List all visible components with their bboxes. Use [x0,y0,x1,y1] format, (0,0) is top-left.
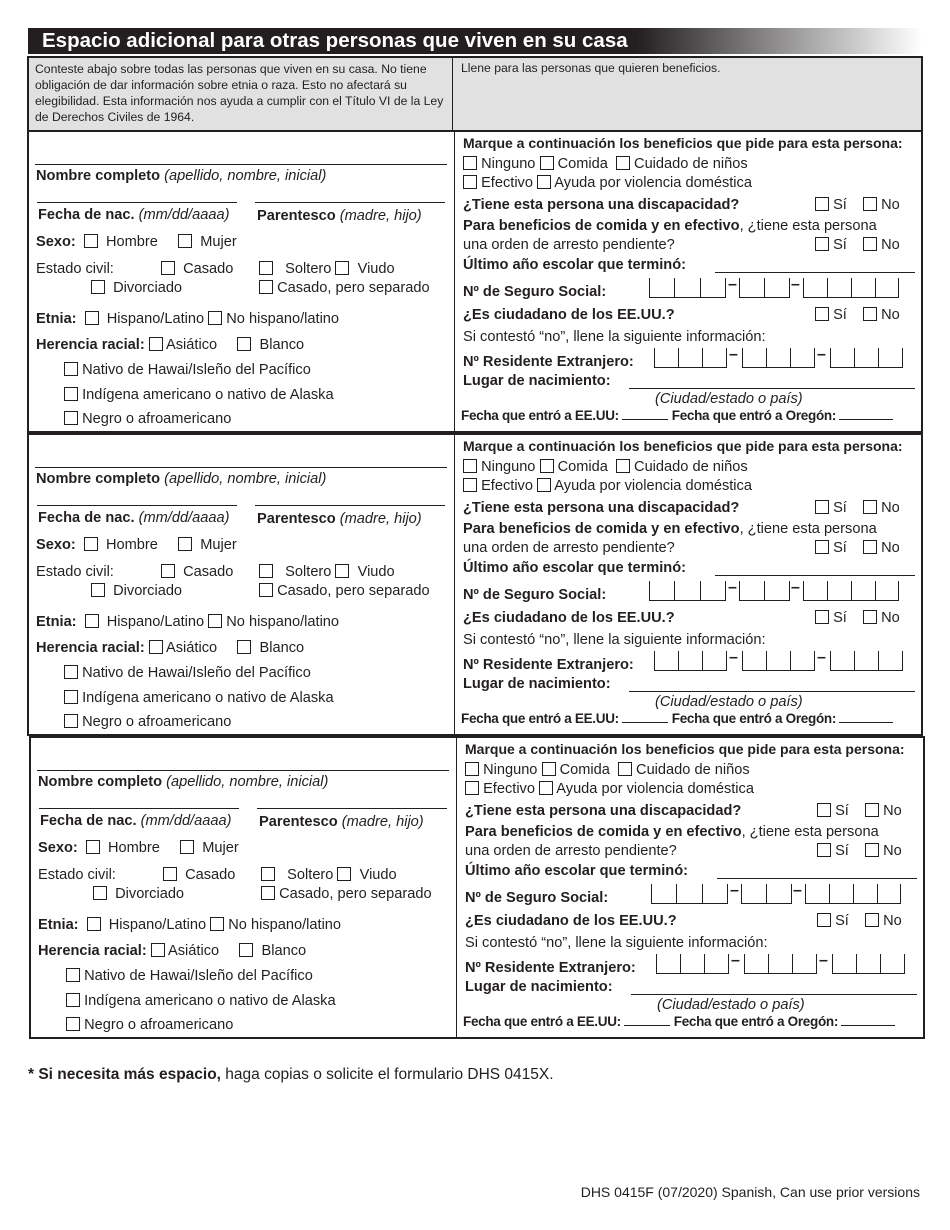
warrant-question-line2: una orden de arresto pendiente? [465,843,677,859]
intro-line: obligación de dar información sobre etnia o raza. Esto no afectará su [35,78,407,92]
alien-number-input[interactable]: – – [656,954,904,974]
form-footer: DHS 0415F (07/2020) Spanish, Can use prior versions [580,1184,920,1200]
citizen-question: ¿Es ciudadano de los EE.UU.? [463,307,675,323]
entry-dates-row: Fecha que entró a EE.UU: Fecha que entró a Oregón: [461,407,893,425]
race-row: Herencia racial: Asiático Blanco [36,640,305,656]
school-grade-input-line[interactable] [717,878,917,879]
alien-number-input[interactable]: – – [654,348,902,368]
food-checkbox[interactable] [540,156,554,170]
non-hispanic-checkbox[interactable] [208,614,222,628]
married-option: Casado [163,866,235,884]
male-checkbox[interactable] [84,234,98,248]
warrant-question: Para beneficios de comida y en efectivo, ¿tiene esta persona [465,824,879,840]
divorced-option: Divorciado [91,582,182,600]
pacific-islander-checkbox[interactable] [64,665,78,679]
relationship-input-line[interactable] [257,808,447,809]
ethnicity-row: Etnia: Hispano/Latino No hispano/latino [36,614,340,630]
benefits-row-2: Efectivo Ayuda por violencia doméstica [463,174,752,192]
noncitizen-instructions: Si contestó “no”, llene la siguiente información: [463,632,766,648]
divorced-option: Divorciado [91,279,182,297]
black-checkbox[interactable] [66,1017,80,1031]
dv-help-checkbox[interactable] [537,478,551,492]
citizen-no-checkbox[interactable] [863,307,877,321]
disability-yes-checkbox[interactable] [815,500,829,514]
pacific-islander-checkbox[interactable] [64,362,78,376]
native-american-checkbox[interactable] [66,993,80,1007]
warrant-yes-checkbox[interactable] [815,237,829,251]
hispanic-checkbox[interactable] [85,614,99,628]
disability-no-checkbox[interactable] [865,803,879,817]
birthplace-label: Lugar de nacimiento: [463,676,611,692]
us-entry-date-input[interactable] [624,1025,670,1026]
name-input-line[interactable] [35,467,447,468]
none-checkbox[interactable] [465,762,479,776]
alien-number-label: Nº Residente Extranjero: [463,354,634,370]
citizen-question: ¿Es ciudadano de los EE.UU.? [463,610,675,626]
white-checkbox[interactable] [237,337,251,351]
citizen-yes-checkbox[interactable] [817,913,831,927]
separated-option: Casado, pero separado [259,279,430,297]
person-section-3 [29,736,925,1039]
birthdate-input-line[interactable] [39,808,239,809]
separated-checkbox[interactable] [259,280,273,294]
black-option: Negro o afroamericano [66,1016,233,1034]
disability-question: ¿Tiene esta persona una discapacidad? [463,500,740,516]
citizen-yes-checkbox[interactable] [815,307,829,321]
married-checkbox[interactable] [161,564,175,578]
birthplace-label: Lugar de nacimiento: [465,979,613,995]
full-name-label: Nombre completo (apellido, nombre, inicial) [36,168,327,184]
relationship-input-line[interactable] [255,505,445,506]
citizen-question: ¿Es ciudadano de los EE.UU.? [465,913,677,929]
disability-answers: Sí No [815,196,900,214]
food-checkbox[interactable] [542,762,556,776]
benefits-heading: Marque a continuación los beneficios que pide para esta persona: [463,135,903,151]
warrant-question-line2: una orden de arresto pendiente? [463,540,675,556]
oregon-entry-date-input[interactable] [841,1025,895,1026]
column-divider [454,132,455,431]
sex-row: Sexo: Hombre Mujer [38,840,239,856]
warrant-answers: Sí No [815,539,900,557]
intro-line: de Derechos Civiles de 1964. [35,110,195,124]
disability-yes-checkbox[interactable] [815,197,829,211]
married-option: Casado [161,260,233,278]
asian-checkbox[interactable] [149,337,163,351]
disability-answers: Sí No [817,802,902,820]
separated-checkbox[interactable] [259,583,273,597]
relationship-label: Parentesco (madre, hijo) [257,208,422,224]
relationship-label: Parentesco (madre, hijo) [259,814,424,830]
married-option: Casado [161,563,233,581]
warrant-no-checkbox[interactable] [863,540,877,554]
footnote: * Si necesita más espacio, haga copias o solicite el formulario DHS 0415X. [28,1066,554,1083]
separated-option: Casado, pero separado [259,582,430,600]
column-divider [456,738,457,1037]
birthdate-input-line[interactable] [37,202,237,203]
widowed-checkbox[interactable] [337,867,351,881]
female-checkbox[interactable] [178,234,192,248]
school-grade-label: Último año escolar que terminó: [463,257,686,273]
warrant-answers: Sí No [817,842,902,860]
single-checkbox[interactable] [259,261,273,275]
black-checkbox[interactable] [64,714,78,728]
native-american-option: Indígena americano o nativo de Alaska [64,386,334,404]
white-checkbox[interactable] [237,640,251,654]
ssn-label: Nº de Seguro Social: [463,284,607,300]
white-checkbox[interactable] [239,943,253,957]
benefits-heading: Marque a continuación los beneficios que pide para esta persona: [463,438,903,454]
food-checkbox[interactable] [540,459,554,473]
benefits-row-1: Ninguno Comida Cuidado de niños [463,155,748,173]
asian-checkbox[interactable] [151,943,165,957]
birthdate-input-line[interactable] [37,505,237,506]
person-section-2 [27,433,923,736]
title-bar [28,28,922,54]
black-checkbox[interactable] [64,411,78,425]
birthplace-hint: (Ciudad/estado o país) [655,694,803,710]
ssn-input[interactable]: – – [649,278,897,298]
native-american-checkbox[interactable] [64,690,78,704]
birthplace-input-line[interactable] [629,691,915,692]
married-checkbox[interactable] [163,867,177,881]
birthdate-label: Fecha de nac. (mm/dd/aaaa) [38,510,230,526]
separated-option: Casado, pero separado [261,885,432,903]
none-checkbox[interactable] [463,156,477,170]
single-option: Soltero Viudo [259,260,395,278]
full-name-label: Nombre completo (apellido, nombre, inicial) [36,471,327,487]
benefits-row-2: Efectivo Ayuda por violencia doméstica [463,477,752,495]
citizen-answers: Sí No [817,912,902,930]
divorced-checkbox[interactable] [93,886,107,900]
alien-number-input[interactable]: – – [654,651,902,671]
single-option: Soltero Viudo [259,563,395,581]
alien-number-label: Nº Residente Extranjero: [465,960,636,976]
race-row: Herencia racial: Asiático Blanco [36,337,305,353]
disability-answers: Sí No [815,499,900,517]
none-checkbox[interactable] [463,459,477,473]
pacific-islander-option: Nativo de Hawai/Isleño del Pacífico [66,967,313,985]
female-checkbox[interactable] [178,537,192,551]
school-grade-input-line[interactable] [715,575,915,576]
childcare-checkbox[interactable] [616,156,630,170]
cash-checkbox[interactable] [463,478,477,492]
ssn-input[interactable]: – – [651,884,899,904]
black-option: Negro o afroamericano [64,410,231,428]
page-title: Espacio adicional para otras personas que viven en su casa [42,29,628,52]
warrant-question: Para beneficios de comida y en efectivo, ¿tiene esta persona [463,521,877,537]
divorced-checkbox[interactable] [91,583,105,597]
native-american-option: Indígena americano o nativo de Alaska [66,992,336,1010]
warrant-no-checkbox[interactable] [865,843,879,857]
ssn-input[interactable]: – – [649,581,897,601]
warrant-no-checkbox[interactable] [863,237,877,251]
pacific-islander-option: Nativo de Hawai/Isleño del Pacífico [64,664,311,682]
male-checkbox[interactable] [84,537,98,551]
school-grade-label: Último año escolar que terminó: [463,560,686,576]
intro-box [27,56,923,132]
us-entry-date-input[interactable] [622,419,668,420]
column-divider [454,435,455,734]
entry-dates-row: Fecha que entró a EE.UU: Fecha que entró a Oregón: [461,710,893,728]
person-section-1 [27,130,923,433]
asian-checkbox[interactable] [149,640,163,654]
marital-status-label: Estado civil: [38,867,116,883]
ssn-label: Nº de Seguro Social: [463,587,607,603]
birthplace-input-line[interactable] [629,388,915,389]
single-checkbox[interactable] [259,564,273,578]
relationship-label: Parentesco (madre, hijo) [257,511,422,527]
warrant-question: Para beneficios de comida y en efectivo, ¿tiene esta persona [463,218,877,234]
birthplace-hint: (Ciudad/estado o país) [657,997,805,1013]
benefits-row-1: Ninguno Comida Cuidado de niños [463,458,748,476]
married-checkbox[interactable] [161,261,175,275]
dv-help-checkbox[interactable] [537,175,551,189]
warrant-answers: Sí No [815,236,900,254]
citizen-answers: Sí No [815,609,900,627]
school-grade-label: Último año escolar que terminó: [465,863,688,879]
black-option: Negro o afroamericano [64,713,231,731]
non-hispanic-checkbox[interactable] [210,917,224,931]
single-option: Soltero Viudo [261,866,397,884]
warrant-question-line2: una orden de arresto pendiente? [463,237,675,253]
widowed-checkbox[interactable] [335,261,349,275]
cash-checkbox[interactable] [463,175,477,189]
sex-row: Sexo: Hombre Mujer [36,537,237,553]
us-entry-date-input[interactable] [622,722,668,723]
marital-status-label: Estado civil: [36,261,114,277]
single-checkbox[interactable] [261,867,275,881]
noncitizen-instructions: Si contestó “no”, llene la siguiente información: [465,935,768,951]
sex-row: Sexo: Hombre Mujer [36,234,237,250]
childcare-checkbox[interactable] [618,762,632,776]
disability-no-checkbox[interactable] [863,197,877,211]
warrant-yes-checkbox[interactable] [817,843,831,857]
disability-question: ¿Tiene esta persona una discapacidad? [465,803,742,819]
native-american-option: Indígena americano o nativo de Alaska [64,689,334,707]
divorced-option: Divorciado [93,885,184,903]
dv-help-checkbox[interactable] [539,781,553,795]
disability-yes-checkbox[interactable] [817,803,831,817]
name-input-line[interactable] [35,164,447,165]
birthplace-label: Lugar de nacimiento: [463,373,611,389]
hispanic-checkbox[interactable] [85,311,99,325]
citizen-no-checkbox[interactable] [865,913,879,927]
school-grade-input-line[interactable] [715,272,915,273]
birthdate-label: Fecha de nac. (mm/dd/aaaa) [38,207,230,223]
intro-benefits-note: Llene para las personas que quieren beneficios. [461,61,721,75]
benefits-heading: Marque a continuación los beneficios que pide para esta persona: [465,741,905,757]
hispanic-checkbox[interactable] [87,917,101,931]
childcare-checkbox[interactable] [616,459,630,473]
birthplace-hint: (Ciudad/estado o país) [655,391,803,407]
citizen-answers: Sí No [815,306,900,324]
alien-number-label: Nº Residente Extranjero: [463,657,634,673]
benefits-row-1: Ninguno Comida Cuidado de niños [465,761,750,779]
ethnicity-row: Etnia: Hispano/Latino No hispano/latino [36,311,340,327]
ssn-label: Nº de Seguro Social: [465,890,609,906]
intro-instructions [29,58,453,130]
birthdate-label: Fecha de nac. (mm/dd/aaaa) [40,813,232,829]
race-row: Herencia racial: Asiático Blanco [38,943,307,959]
benefits-row-2: Efectivo Ayuda por violencia doméstica [465,780,754,798]
citizen-yes-checkbox[interactable] [815,610,829,624]
divorced-checkbox[interactable] [91,280,105,294]
pacific-islander-option: Nativo de Hawai/Isleño del Pacífico [64,361,311,379]
oregon-entry-date-input[interactable] [839,722,893,723]
female-checkbox[interactable] [180,840,194,854]
native-american-checkbox[interactable] [64,387,78,401]
disability-question: ¿Tiene esta persona una discapacidad? [463,197,740,213]
relationship-input-line[interactable] [255,202,445,203]
birthplace-input-line[interactable] [631,994,917,995]
non-hispanic-checkbox[interactable] [208,311,222,325]
noncitizen-instructions: Si contestó “no”, llene la siguiente información: [463,329,766,345]
male-checkbox[interactable] [86,840,100,854]
separated-checkbox[interactable] [261,886,275,900]
intro-line: Conteste abajo sobre todas las personas que viven en su casa. No tiene [35,62,427,76]
ethnicity-row: Etnia: Hispano/Latino No hispano/latino [38,917,342,933]
pacific-islander-checkbox[interactable] [66,968,80,982]
entry-dates-row: Fecha que entró a EE.UU: Fecha que entró a Oregón: [463,1013,895,1031]
widowed-checkbox[interactable] [335,564,349,578]
disability-no-checkbox[interactable] [863,500,877,514]
full-name-label: Nombre completo (apellido, nombre, inicial) [38,774,329,790]
oregon-entry-date-input[interactable] [839,419,893,420]
warrant-yes-checkbox[interactable] [815,540,829,554]
intro-line: elegibilidad. Esta información nos ayuda a cumplir con el Título VI de la Ley [35,94,444,108]
marital-status-label: Estado civil: [36,564,114,580]
name-input-line[interactable] [37,770,449,771]
cash-checkbox[interactable] [465,781,479,795]
citizen-no-checkbox[interactable] [863,610,877,624]
